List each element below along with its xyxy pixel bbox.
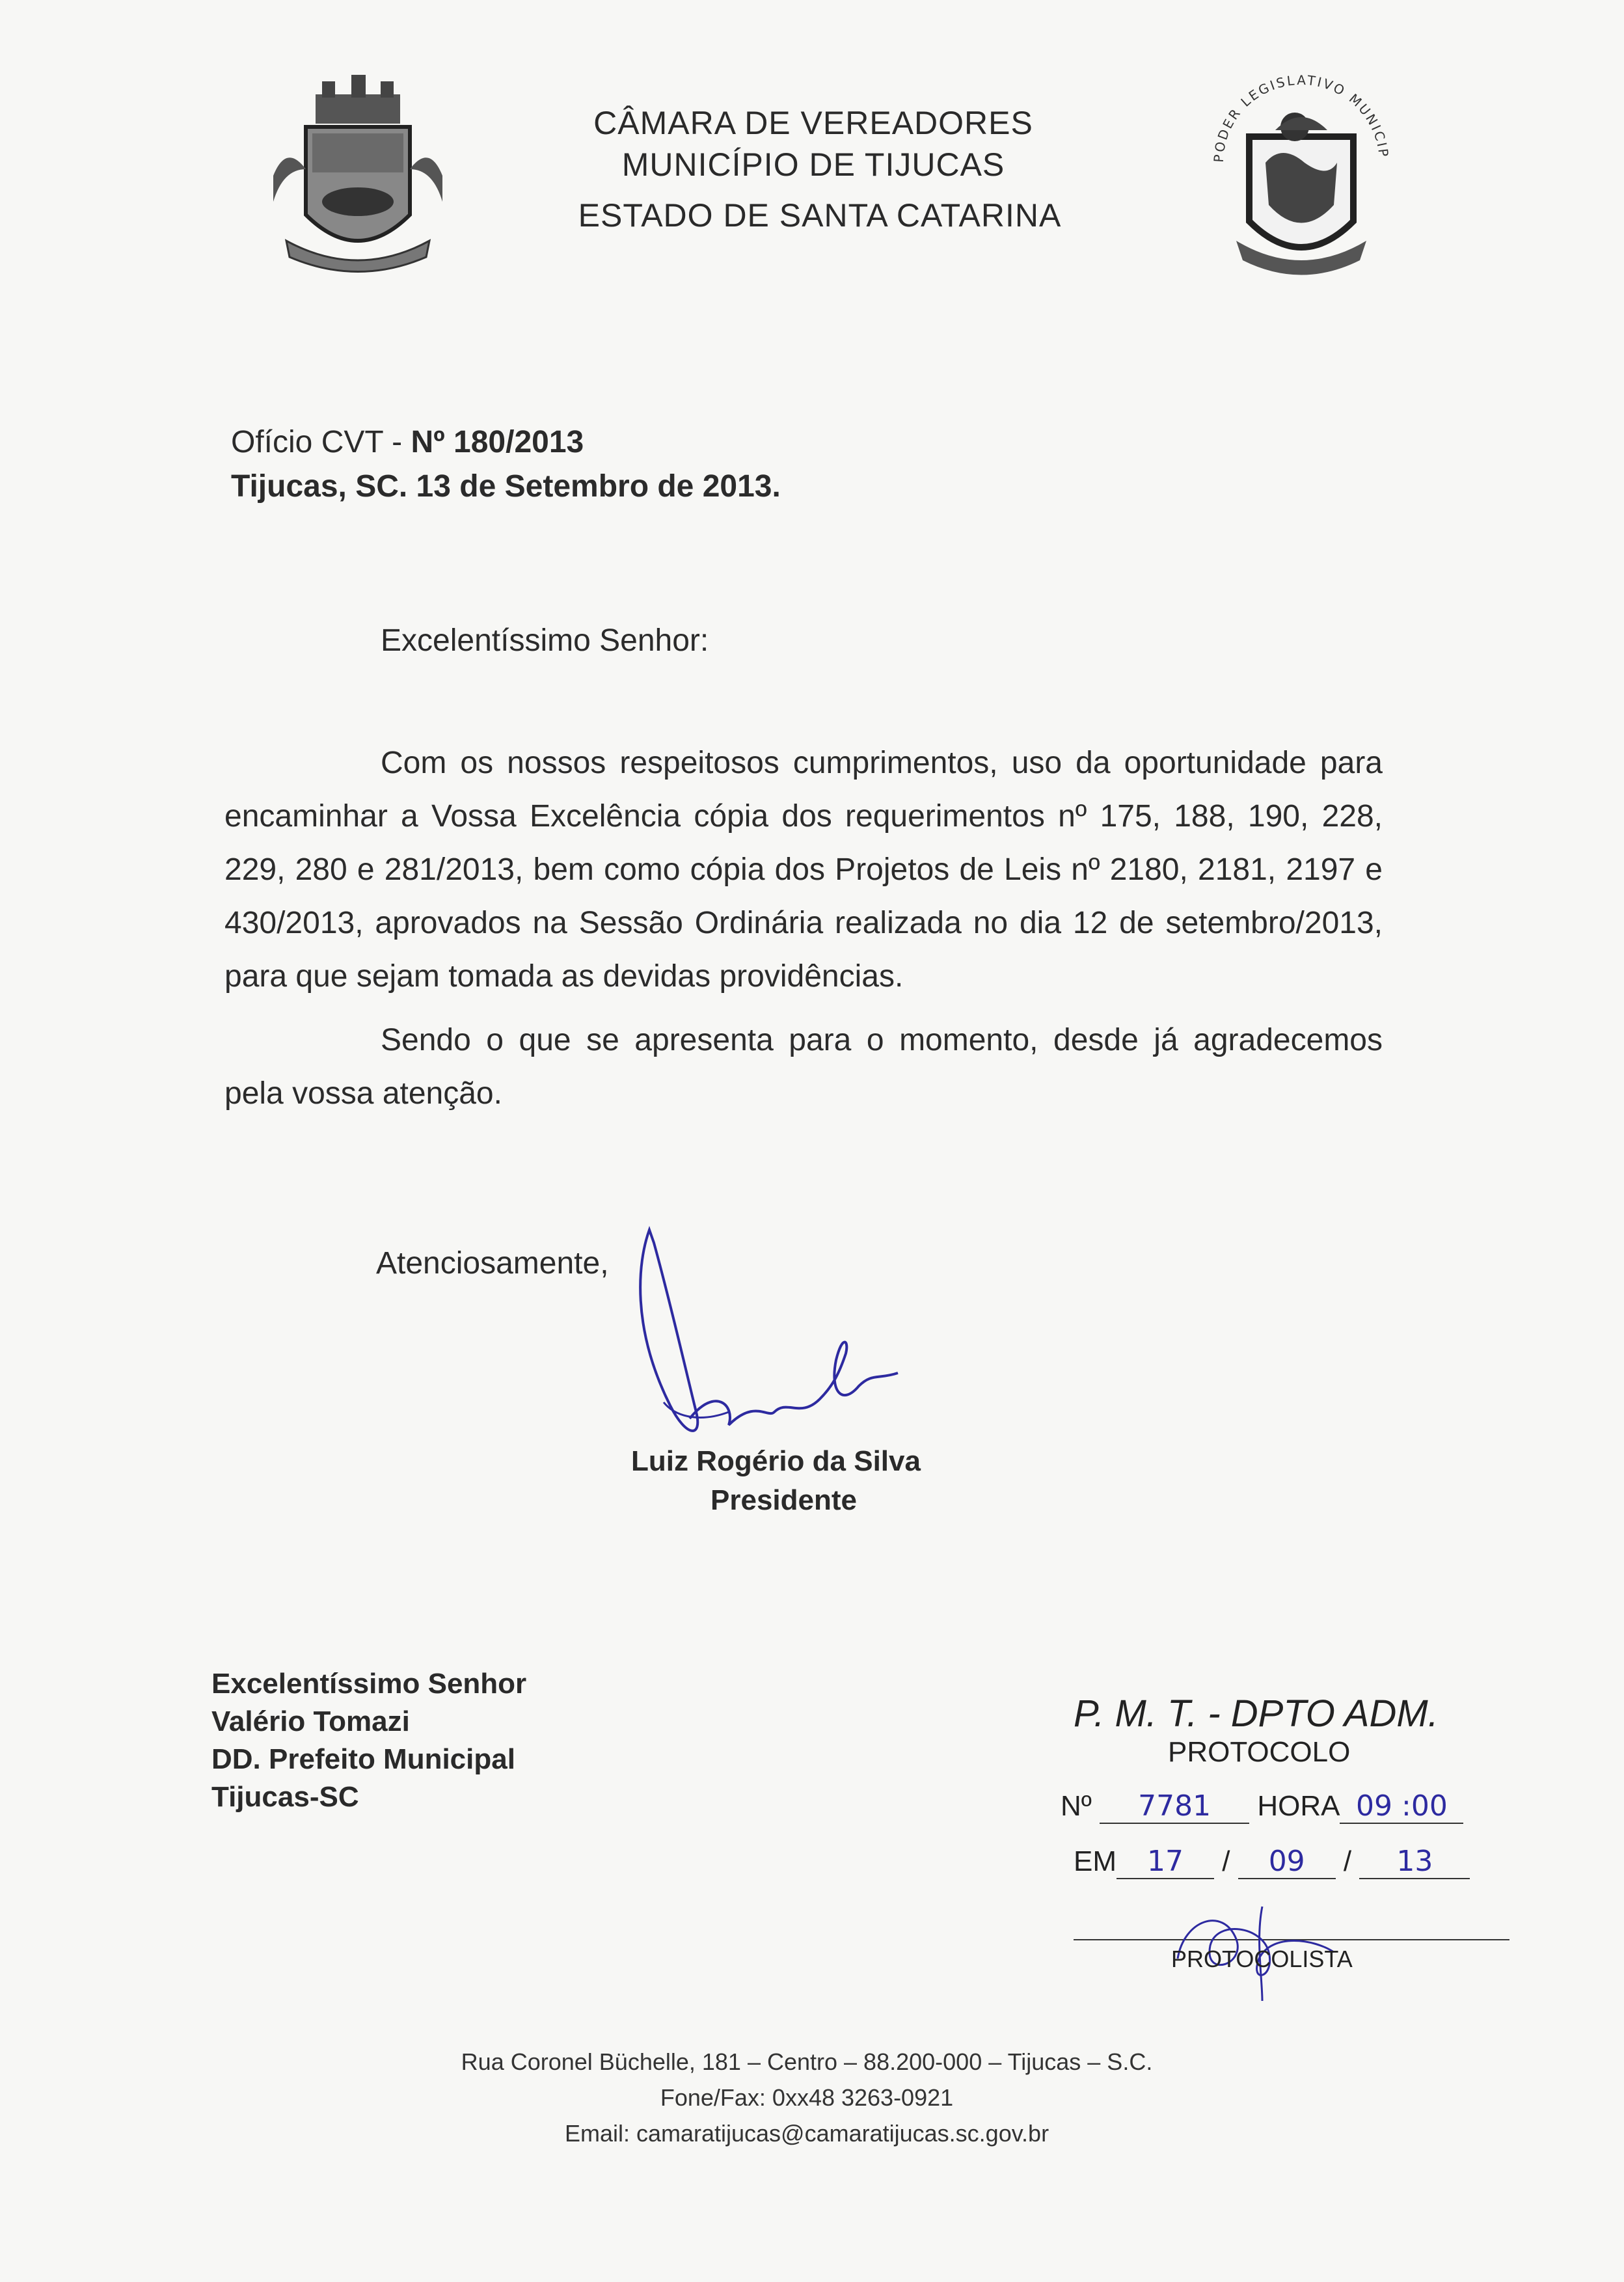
protocol-stamp	[1054, 1685, 1522, 2004]
signatory-title: Presidente	[710, 1484, 857, 1516]
stamp-date-label: EM	[1074, 1845, 1116, 1877]
stamp-subtitle: PROTOCOLO	[1168, 1736, 1351, 1768]
stamp-hour-label: HORA	[1257, 1790, 1340, 1822]
date-line: Tijucas, SC. 13 de Setembro de 2013.	[231, 469, 781, 504]
recipient-line-2: Valério Tomazi	[211, 1705, 410, 1737]
oficio-number	[231, 423, 584, 462]
stamp-number-value: 7781	[1138, 1789, 1211, 1823]
stamp-hour-value: 09 :00	[1356, 1789, 1448, 1823]
signatory-name: Luiz Rogério da Silva	[631, 1445, 921, 1477]
recipient-line-1: Excelentíssimo Senhor	[211, 1668, 527, 1700]
stamp-day: 17	[1147, 1845, 1184, 1878]
stamp-number-label: Nº	[1061, 1790, 1092, 1822]
salutation: Excelentíssimo Senhor:	[381, 623, 709, 658]
legislative-seal	[1197, 65, 1405, 286]
municipality-name: MUNICÍPIO DE TIJUCAS	[621, 146, 1005, 183]
closing: Atenciosamente,	[376, 1246, 609, 1281]
stamp-year: 13	[1396, 1845, 1433, 1878]
stamp-month: 09	[1268, 1845, 1305, 1878]
recipient-line-3: DD. Prefeito Municipal	[211, 1743, 515, 1775]
stamp-date-row: EM 17 / 09 / 13	[1074, 1845, 1522, 1879]
oficio-number-value: Nº 180/2013	[411, 425, 584, 459]
stamp-role: PROTOCOLISTA	[1171, 1946, 1353, 1972]
stamp-number-row	[1061, 1789, 1516, 1824]
stamp-title: P. M. T. - DPTO ADM.	[1074, 1692, 1439, 1735]
protocolist-signature	[1165, 1881, 1360, 2004]
footer-email: Email: camaratijucas@camaratijucas.sc.gov.br	[564, 2120, 1049, 2147]
municipal-coat-of-arms	[247, 72, 468, 286]
footer-address: Rua Coronel Büchelle, 181 – Centro – 88.200-000 – Tijucas – S.C.	[461, 2048, 1153, 2075]
seal-text: PODER LEGISLATIVO MUNICIP	[1210, 72, 1392, 163]
body-paragraph-1: Com os nossos respeitosos cumprimentos, uso da oportunidade para encaminhar a Vossa Excelência cópia dos requerimentos nº 175, 188, 190, 228, 229, 280 e 281/2013, bem como cópia dos Projetos de Leis nº 2180, 2181, 2197 e 430/2013, aprovados na Sessão Ordinária realizada no dia 12 de setembro/2013, para que sejam tomada as devidas providências.	[224, 746, 1383, 994]
body-paragraph-2: Sendo o que se apresenta para o momento, desde já agradecemos pela vossa atenção.	[224, 1023, 1383, 1111]
institution-name: CÂMARA DE VEREADORES	[593, 105, 1033, 141]
recipient-line-4: Tijucas-SC	[211, 1781, 359, 1813]
oficio-prefix: Ofício CVT -	[231, 425, 411, 459]
state-name: ESTADO DE SANTA CATARINA	[578, 197, 1062, 234]
footer-phone: Fone/Fax: 0xx48 3263-0921	[660, 2084, 954, 2111]
